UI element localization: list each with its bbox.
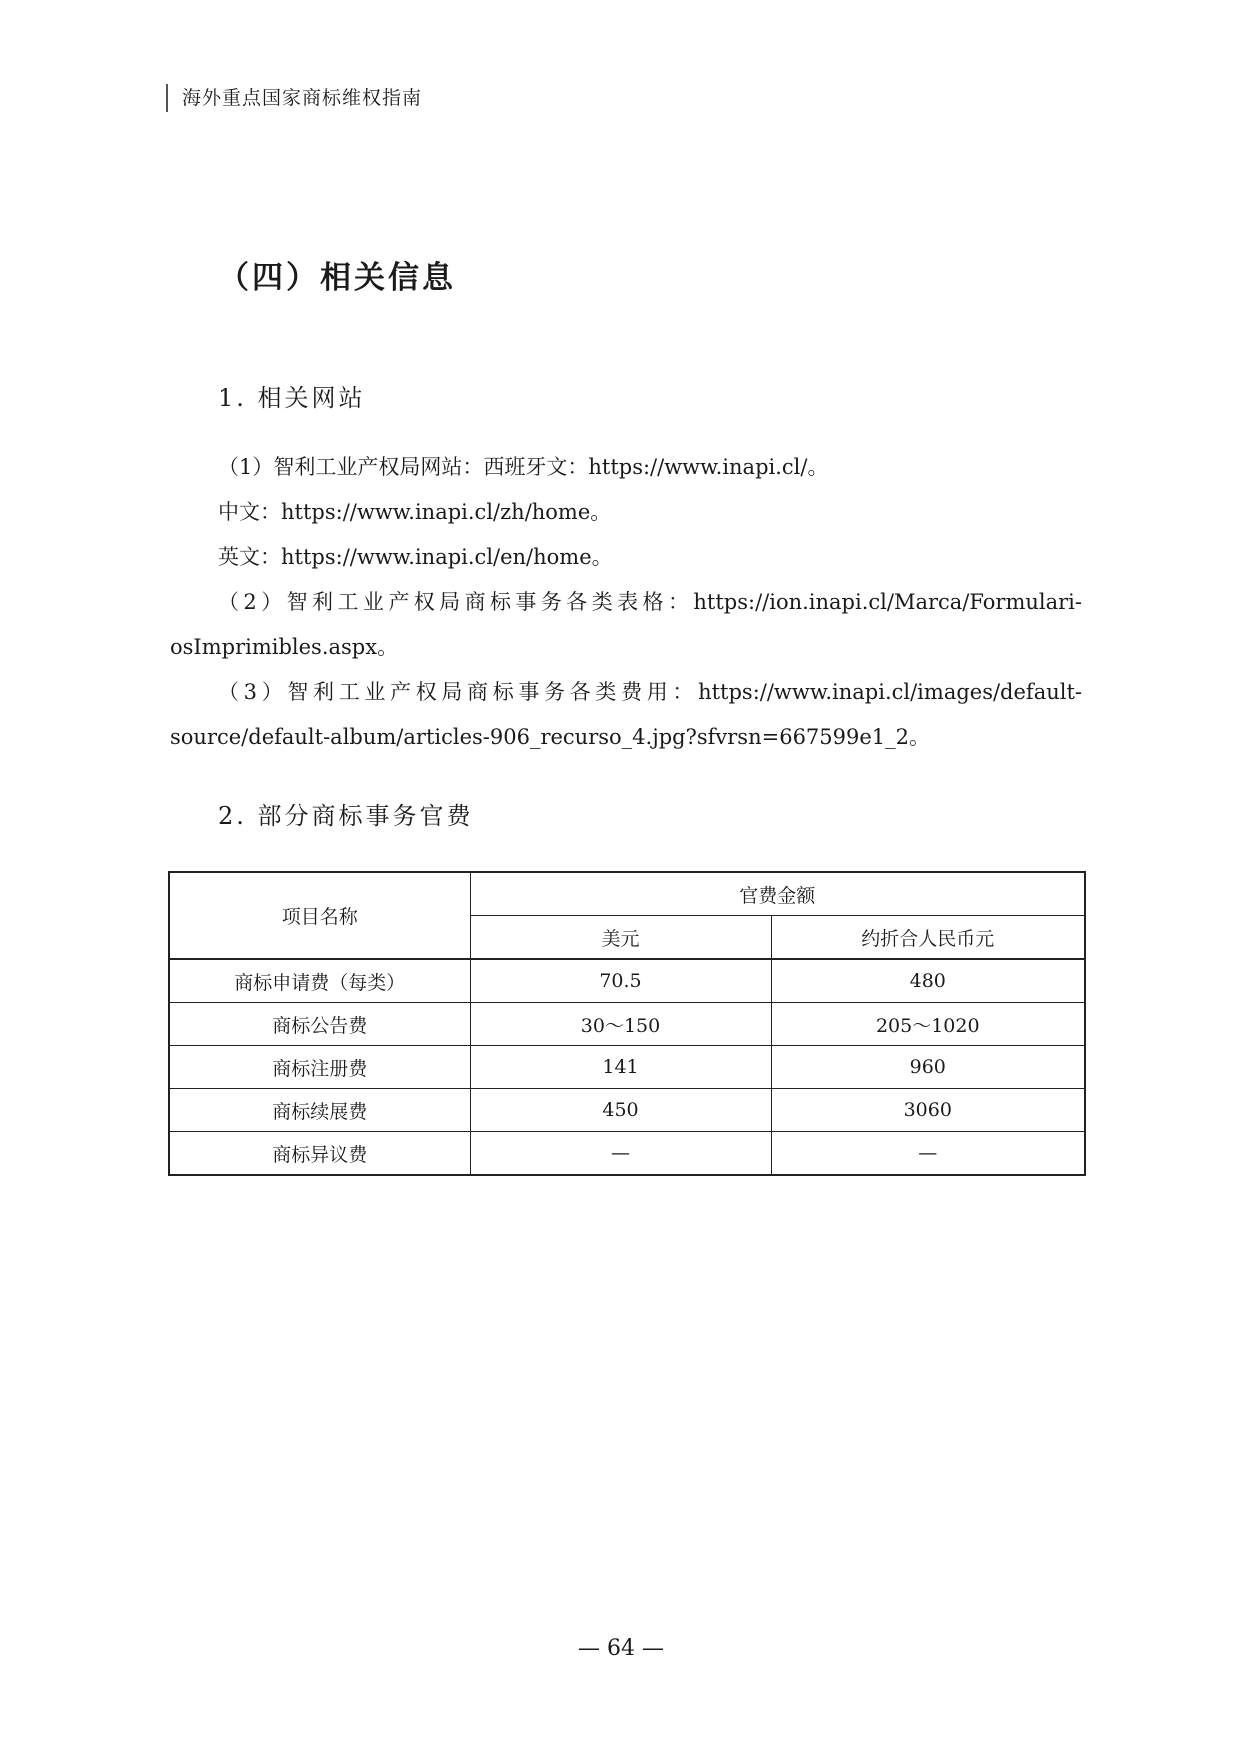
cell-rmb: 205～1020 [771,1003,1085,1046]
fees-heading: 2. 部分商标事务官费 [218,802,474,830]
website-paragraph: （2）智利工业产权局商标事务各类表格：https://ion.inapi.cl/Marca/Formulari-osImprimibles.aspx。 [170,590,1082,659]
table-row [169,1046,1085,1089]
running-header [166,84,422,112]
cell-item: 商标申请费（每类） [169,959,470,1003]
website-paragraph: （1）智利工业产权局网站：西班牙文：https://www.inapi.cl/。 [218,455,829,479]
website-paragraph: 英文：https://www.inapi.cl/en/home。 [218,545,613,569]
column-header-rmb: 约折合人民币元 [771,916,1085,960]
column-header-fee-group: 官费金额 [470,872,1085,916]
websites-heading: 1. 相关网站 [218,384,366,412]
column-header-usd: 美元 [470,916,771,960]
website-paragraph: （3）智利工业产权局商标事务各类费用：https://www.inapi.cl/images/default-source/default-album/articles-906_recurso_4.jpg?sfvrsn=667599e1_2。 [170,680,1082,749]
column-header-item: 项目名称 [169,872,470,959]
cell-usd: 70.5 [470,959,771,1003]
cell-rmb: 960 [771,1046,1085,1089]
cell-usd: 30～150 [470,1003,771,1046]
cell-rmb: — [771,1132,1085,1176]
cell-item: 商标公告费 [169,1003,470,1046]
table-header-row [169,872,1085,916]
cell-rmb: 3060 [771,1089,1085,1132]
running-title: 海外重点国家商标维权指南 [182,87,423,109]
websites-body [170,445,1082,760]
cell-item: 商标注册费 [169,1046,470,1089]
cell-usd: 141 [470,1046,771,1089]
table-row [169,1003,1085,1046]
table-row [169,1132,1085,1176]
page-number: — 64 — [578,1636,664,1661]
fee-table [168,871,1086,1176]
table-row [169,1089,1085,1132]
table-row [169,959,1085,1003]
cell-rmb: 480 [771,959,1085,1003]
website-paragraph: 中文：https://www.inapi.cl/zh/home。 [218,500,612,524]
section-title: （四）相关信息 [218,260,456,296]
cell-usd: 450 [470,1089,771,1132]
cell-item: 商标续展费 [169,1089,470,1132]
cell-item: 商标异议费 [169,1132,470,1176]
cell-usd: — [470,1132,771,1176]
